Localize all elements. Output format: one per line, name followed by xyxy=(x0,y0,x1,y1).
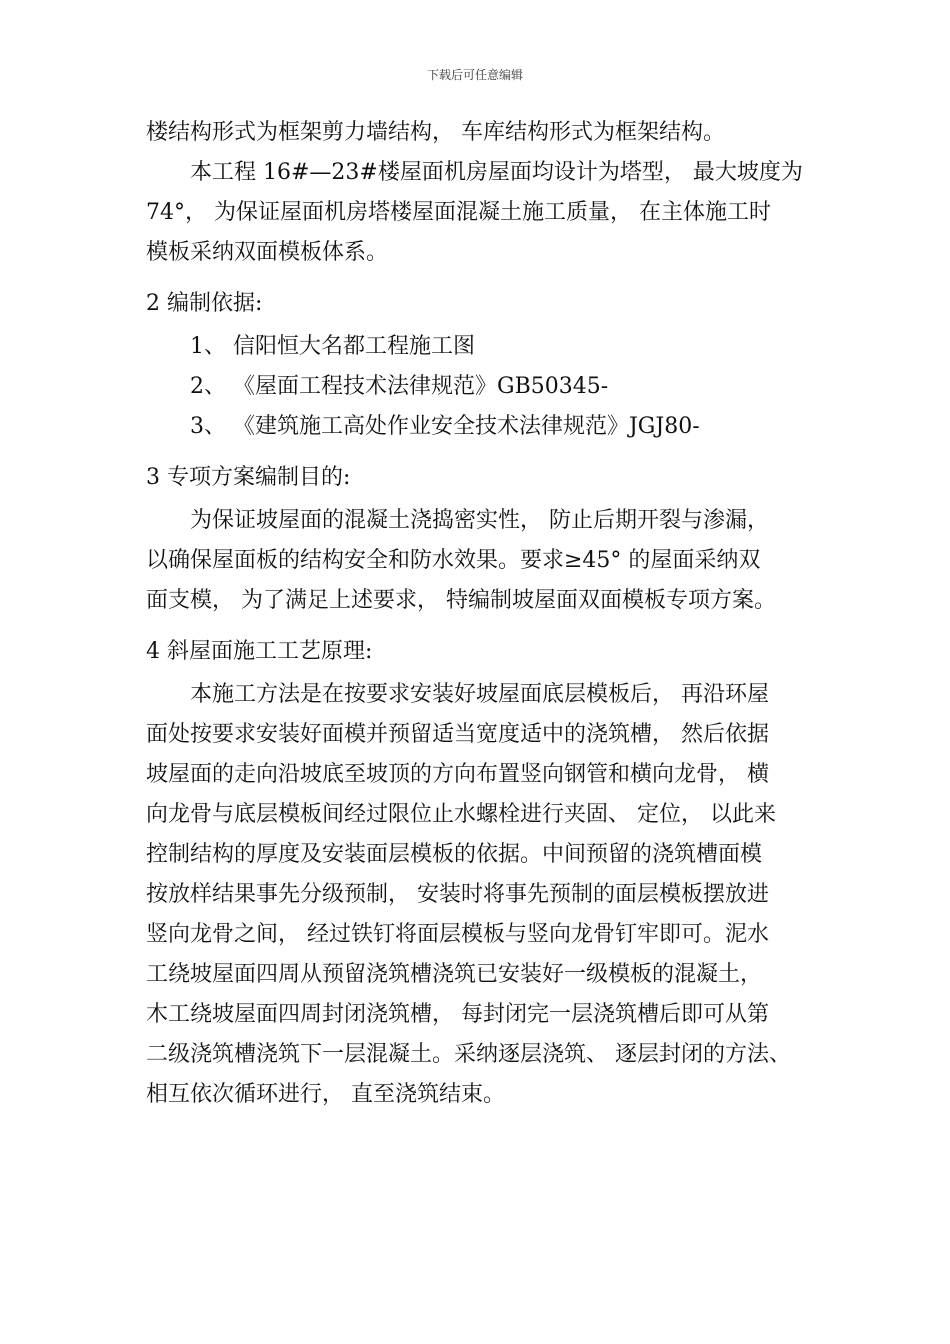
paragraph-line: 竖向龙骨之间， 经过铁钉将面层模板与竖向龙骨钉牢即可。泥水 xyxy=(146,922,769,947)
paragraph-line: 木工绕坡屋面四周封闭浇筑槽， 每封闭完一层浇筑槽后即可从第 xyxy=(146,1002,769,1027)
reference-item-2: 2、 《屋面工程技术法律规范》GB50345- xyxy=(190,374,609,399)
reference-item-3: 3、 《建筑施工高处作业安全技术法律规范》JGJ80- xyxy=(190,414,700,439)
paragraph-line: 按放样结果事先分级预制， 安装时将事先预制的面层模板摆放进 xyxy=(146,882,769,907)
paragraph-line: 面支模， 为了满足上述要求， 特编制坡屋面双面模板专项方案。 xyxy=(146,588,776,613)
section-heading-4: 4 斜屋面施工工艺原理: xyxy=(146,639,373,664)
paragraph-line: 楼结构形式为框架剪力墙结构， 车库结构形式为框架结构。 xyxy=(146,120,725,145)
reference-item-1: 1、 信阳恒大名都工程施工图 xyxy=(190,334,475,359)
paragraph-line: 控制结构的厚度及安装面层模板的依据。中间预留的浇筑槽面模 xyxy=(146,842,763,867)
paragraph-line: 本施工方法是在按要求安装好坡屋面底层模板后， 再沿环屋 xyxy=(190,682,769,707)
paragraph-line: 74°， 为保证屋面机房塔楼屋面混凝土施工质量， 在主体施工时 xyxy=(146,200,771,225)
paragraph-line: 二级浇筑槽浇筑下一层混凝土。采纳逐层浇筑、 逐层封闭的方法、 xyxy=(146,1042,791,1067)
section-heading-2: 2 编制依据: xyxy=(146,291,263,316)
paragraph-line: 相互依次循环进行， 直至浇筑结束。 xyxy=(146,1082,505,1107)
section-heading-3: 3 专项方案编制目的: xyxy=(146,465,351,490)
paragraph-line: 模板采纳双面模板体系。 xyxy=(146,240,389,265)
paragraph-line: 向龙骨与底层模板间经过限位止水螺栓进行夹固、 定位， 以此来 xyxy=(146,802,776,827)
paragraph-line: 为保证坡屋面的混凝土浇捣密实性， 防止后期开裂与渗漏， xyxy=(190,508,769,533)
paragraph-line: 坡屋面的走向沿坡底至坡顶的方向布置竖向钢管和横向龙骨， 横 xyxy=(146,762,769,787)
document-body xyxy=(146,113,836,1115)
paragraph-line: 本工程 16#—23#楼屋面机房屋面均设计为塔型， 最大坡度为 xyxy=(190,160,803,185)
paragraph-line: 工绕坡屋面四周从预留浇筑槽浇筑已安装好一级模板的混凝土， xyxy=(146,962,763,987)
paragraph-line: 面处按要求安装好面模并预留适当宽度适中的浇筑槽， 然后依据 xyxy=(146,722,769,747)
page-header: 下载后可任意编辑 xyxy=(426,68,523,82)
paragraph-line: 以确保屋面板的结构安全和防水效果。要求≥45° 的屋面采纳双 xyxy=(146,548,761,573)
